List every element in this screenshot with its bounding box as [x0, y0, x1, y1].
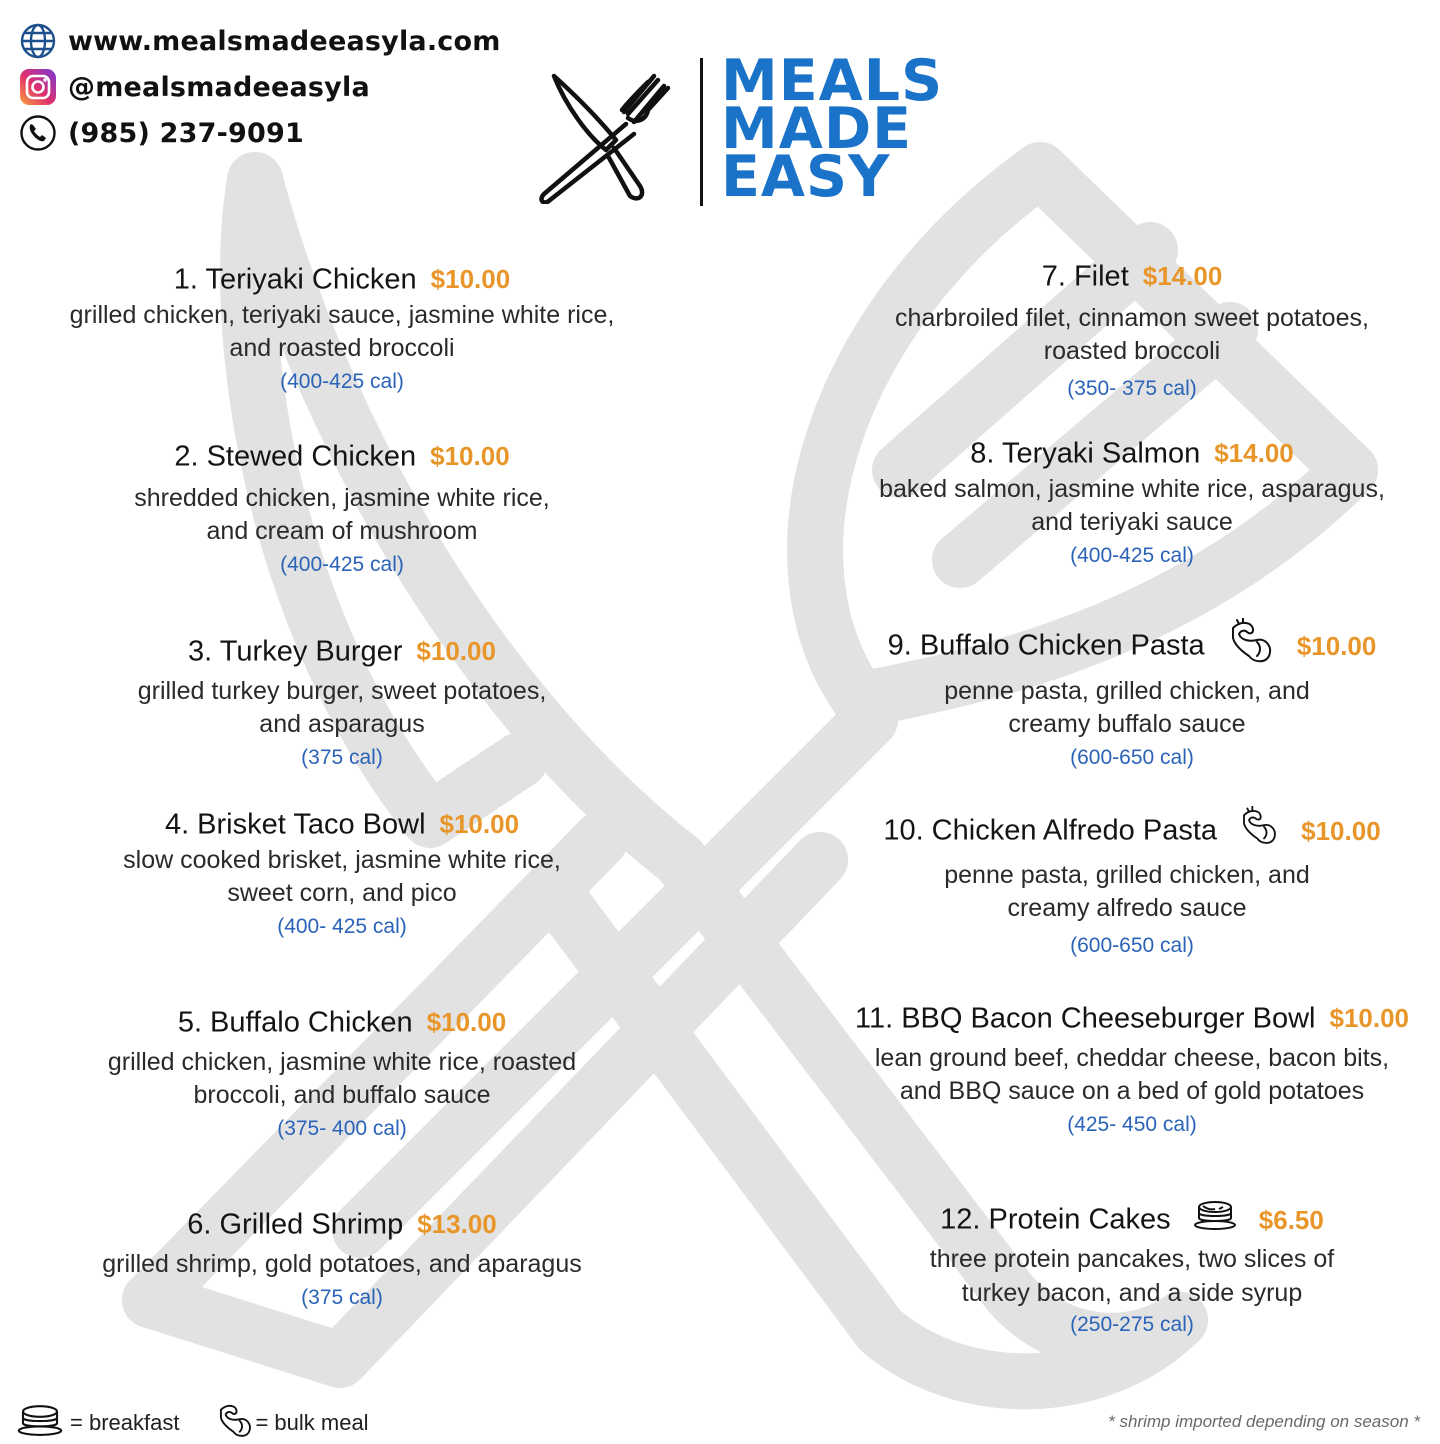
- menu-item[interactable]: [812, 999, 1440, 1140]
- item-price: $13.00: [417, 1209, 497, 1240]
- website-row[interactable]: [18, 18, 501, 64]
- item-price: $10.00: [430, 264, 511, 295]
- item-calories: (425- 450 cal): [1067, 1113, 1197, 1137]
- instagram-icon: [18, 67, 58, 107]
- item-price: $10.00: [426, 1007, 507, 1038]
- item-calories: (600-650 cal): [1070, 746, 1194, 769]
- bicep-icon: [1239, 806, 1279, 855]
- item-calories: (350- 375 cal): [1067, 377, 1197, 401]
- menu-item[interactable]: [22, 260, 662, 397]
- item-title: 4. Brisket Taco Bowl: [164, 808, 426, 841]
- bicep-icon: [1227, 618, 1275, 673]
- item-calories: (400- 425 cal): [277, 915, 407, 939]
- instagram-handle[interactable]: @mealsmadeeasyla: [68, 71, 370, 103]
- item-calories: (375 cal): [301, 746, 383, 770]
- brand-line-2: MADE: [721, 96, 913, 162]
- item-price: $10.00: [1296, 630, 1377, 661]
- item-title: 3. Turkey Burger: [188, 635, 403, 668]
- item-description: grilled chicken, jasmine white rice, roasted broccoli, and buffalo sauce: [107, 1048, 577, 1110]
- item-title: 6. Grilled Shrimp: [187, 1208, 404, 1241]
- item-price: $6.50: [1258, 1204, 1324, 1235]
- item-title: 5. Buffalo Chicken: [177, 1006, 413, 1039]
- logo-divider: [700, 58, 703, 206]
- item-title: 12. Protein Cakes: [940, 1203, 1171, 1236]
- phone-icon: [18, 113, 58, 153]
- item-calories: (400-425 cal): [280, 553, 404, 577]
- brand-line-1: MEALS: [721, 48, 944, 114]
- menu-item[interactable]: [22, 1205, 662, 1313]
- item-price: $14.00: [1214, 438, 1294, 469]
- item-calories: (375- 400 cal): [277, 1117, 407, 1141]
- item-title: 11. BBQ Bacon Cheeseburger Bowl: [854, 1002, 1316, 1035]
- item-calories: (375 cal): [301, 1286, 383, 1310]
- item-calories: (600-650 cal): [1070, 934, 1194, 957]
- item-title: 8. Teryaki Salmon: [970, 437, 1201, 470]
- item-calories: (400-425 cal): [1070, 544, 1194, 568]
- legend-breakfast-label: = breakfast: [70, 1410, 180, 1435]
- item-title: 2. Stewed Chicken: [174, 440, 417, 473]
- globe-icon: [18, 21, 58, 61]
- item-description: penne pasta, grilled chicken, and creamy buffalo sauce: [944, 677, 1310, 738]
- phone-number[interactable]: (985) 237-9091: [68, 117, 304, 149]
- item-title: 1. Teriyaki Chicken: [173, 263, 417, 296]
- item-title: 10. Chicken Alfredo Pasta: [883, 814, 1218, 847]
- item-description: lean ground beef, cheddar cheese, bacon bits, and BBQ sauce on a bed of gold potatoes: [874, 1044, 1390, 1106]
- legend-bulk-label: = bulk meal: [255, 1410, 369, 1435]
- item-description: grilled chicken, teriyaki sauce, jasmine white rice, and roasted broccoli: [69, 301, 615, 363]
- item-description: baked salmon, jasmine white rice, asparagus, and teriyaki sauce: [879, 475, 1385, 537]
- menu-item[interactable]: [812, 618, 1440, 773]
- menu-item[interactable]: [22, 805, 662, 942]
- menu-item[interactable]: [812, 434, 1440, 571]
- item-description: grilled turkey burger, sweet potatoes, and asparagus: [137, 677, 547, 739]
- brand-wordmark: [721, 48, 944, 210]
- item-calories: (250-275 cal): [1070, 1313, 1194, 1336]
- website-text[interactable]: www.mealsmadeeasyla.com: [68, 25, 501, 57]
- item-title: 7. Filet: [1041, 260, 1129, 293]
- bicep-icon: [215, 1402, 255, 1444]
- item-price: $10.00: [439, 809, 520, 840]
- contact-block: [18, 18, 501, 156]
- legend: [16, 1402, 405, 1444]
- item-description: slow cooked brisket, jasmine white rice, sweet corn, and pico: [123, 846, 561, 908]
- pancake-icon: [16, 1403, 64, 1443]
- menu-item[interactable]: [812, 1199, 1440, 1340]
- item-price: $10.00: [1301, 815, 1381, 846]
- menu-item[interactable]: [22, 1003, 662, 1144]
- menu-item[interactable]: [812, 257, 1440, 404]
- item-description: penne pasta, grilled chicken, and creamy alfredo sauce: [944, 861, 1310, 922]
- brand-logo: [536, 48, 944, 210]
- item-description: charbroiled filet, cinnamon sweet potatoes, roasted broccoli: [895, 304, 1369, 366]
- item-description: grilled shrimp, gold potatoes, and aparagus: [102, 1250, 582, 1279]
- item-title: 9. Buffalo Chicken Pasta: [887, 629, 1205, 662]
- pancake-icon: [1193, 1199, 1237, 1240]
- phone-row[interactable]: [18, 110, 501, 156]
- shrimp-footnote: * shrimp imported depending on season *: [1108, 1412, 1420, 1431]
- item-price: $10.00: [416, 636, 496, 667]
- item-price: $10.00: [430, 441, 510, 472]
- item-price: $14.00: [1142, 261, 1223, 292]
- item-price: $10.00: [1329, 1003, 1410, 1034]
- menu-item[interactable]: [22, 632, 662, 773]
- menu-item[interactable]: [812, 806, 1440, 961]
- knife-fork-icon: [536, 54, 682, 209]
- menu-item[interactable]: [22, 437, 662, 580]
- item-calories: (400-425 cal): [280, 370, 404, 394]
- item-description: three protein pancakes, two slices of turkey bacon, and a side syrup: [929, 1245, 1335, 1307]
- item-description: shredded chicken, jasmine white rice, and cream of mushroom: [134, 484, 550, 546]
- brand-line-3: EASY: [721, 144, 891, 210]
- instagram-row[interactable]: [18, 64, 501, 110]
